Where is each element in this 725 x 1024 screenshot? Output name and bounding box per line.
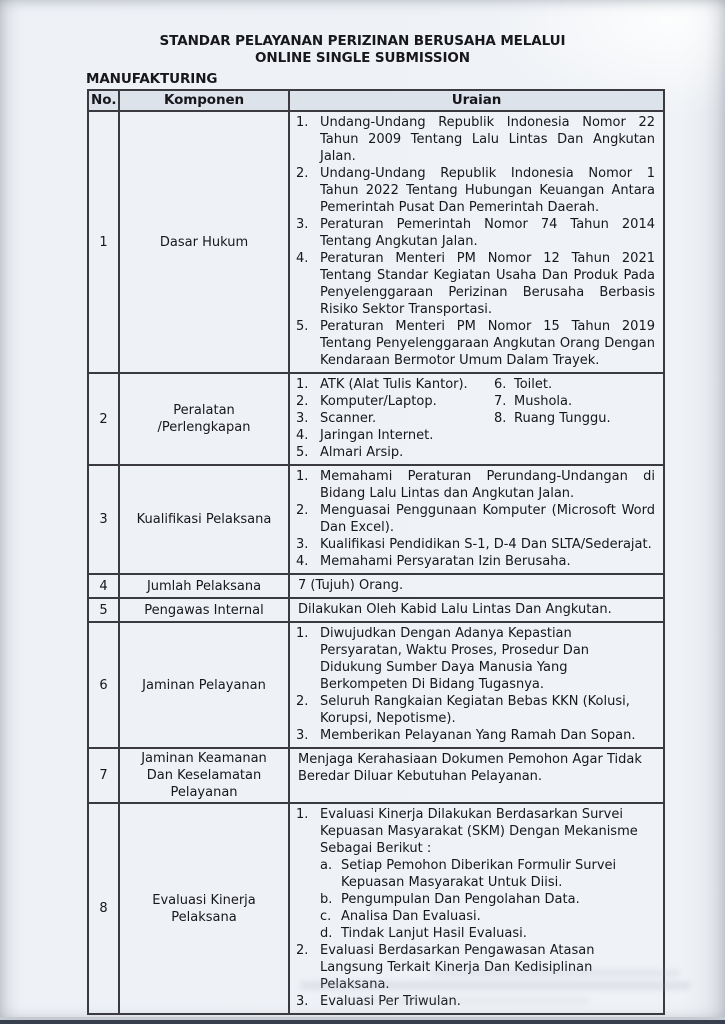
- list-item: [296, 536, 655, 553]
- item-marker: 1.: [296, 807, 309, 822]
- komponen-cell: Kualifikasi Pelaksana: [119, 465, 289, 574]
- item-marker: 8.: [494, 411, 507, 426]
- list-item: [494, 393, 655, 410]
- list-item: [296, 410, 494, 427]
- bleed-through-smudge: [300, 981, 690, 990]
- item-marker: 2.: [296, 166, 309, 181]
- komponen-cell: Jumlah Pelaksana: [119, 574, 289, 598]
- item-text: ATK (Alat Tulis Kantor).: [320, 377, 468, 392]
- list-item: [296, 727, 655, 744]
- column-header-uraian: Uraian: [289, 90, 664, 111]
- komponen-cell: Pengawas Internal: [119, 598, 289, 622]
- list-item: [296, 165, 655, 216]
- item-marker: a.: [320, 858, 333, 873]
- item-marker: 1.: [296, 115, 309, 130]
- document-title-line2: ONLINE SINGLE SUBMISSION: [255, 49, 470, 66]
- item-marker: 7.: [494, 394, 507, 409]
- bleed-through-smudge: [430, 969, 680, 977]
- item-text: Peraturan Pemerintah Nomor 74 Tahun 2014 Tentang Angkutan Jalan.: [320, 217, 655, 249]
- uraian-text: Menjaga Kerahasiaan Dokumen Pemohon Agar Tidak Beredar Diluar Kebutuhan Pelayanan.: [298, 752, 642, 784]
- item-marker: 4.: [296, 251, 309, 266]
- item-text: Ruang Tunggu.: [514, 411, 611, 426]
- item-text: Undang-Undang Republik Indonesia Nomor 1 Tahun 2022 Tentang Hubungan Keuangan Antara Pemerintah Pusat Dan Pemerintah Daerah.: [320, 166, 655, 215]
- komponen-cell: Dasar Hukum: [119, 111, 289, 373]
- item-text: Scanner.: [320, 411, 377, 426]
- item-marker: 2.: [296, 394, 309, 409]
- row-number-cell: 3: [88, 465, 119, 574]
- scan-edge-strip: [0, 1020, 725, 1024]
- uraian-cell: [289, 748, 664, 803]
- item-marker: 3.: [296, 728, 309, 743]
- list-item: [320, 857, 655, 891]
- item-marker: 3.: [296, 217, 309, 232]
- item-text: Memahami Persyaratan Izin Berusaha.: [320, 554, 571, 569]
- item-text: Evaluasi Kinerja Dilakukan Berdasarkan Survei Kepuasan Masyarakat (SKM) Dengan Mekanisme Sebagai Berikut :: [320, 807, 638, 856]
- item-marker: 2.: [296, 943, 309, 958]
- table-row-jumlah-pelaksana: [88, 574, 664, 598]
- list-item: [320, 891, 655, 908]
- table-row-jaminan-pelayanan: [88, 622, 664, 748]
- list-item: [296, 427, 494, 444]
- list-item: [296, 318, 655, 369]
- item-text: Pengumpulan Dan Pengolahan Data.: [341, 892, 580, 907]
- table-row-peralatan: [88, 373, 664, 465]
- list-item: [296, 393, 494, 410]
- item-marker: c.: [320, 909, 332, 924]
- item-text: Jaringan Internet.: [320, 428, 434, 443]
- komponen-cell: Evaluasi Kinerja Pelaksana: [119, 803, 289, 1014]
- uraian-cell: [289, 111, 664, 373]
- uraian-cell: [289, 574, 664, 598]
- equipment-right-column: [494, 376, 655, 461]
- equipment-left-column: [296, 376, 494, 461]
- komponen-cell: Jaminan Keamanan Dan Keselamatan Pelayanan: [119, 748, 289, 803]
- item-marker: 4.: [296, 554, 309, 569]
- item-text: Memberikan Pelayanan Yang Ramah Dan Sopan.: [320, 728, 636, 743]
- list-item: [296, 693, 655, 727]
- document-title: [0, 0, 725, 66]
- bleed-through-smudge: [340, 997, 590, 1004]
- equipment-columns: [296, 376, 655, 461]
- uraian-cell: [289, 465, 664, 574]
- item-marker: 2.: [296, 503, 309, 518]
- document-title-line1: STANDAR PELAYANAN PERIZINAN BERUSAHA MELALUI: [159, 33, 566, 49]
- uraian-cell: [289, 373, 664, 465]
- table-row-kualifikasi: [88, 465, 664, 574]
- list-item: [296, 625, 655, 693]
- item-text: Peraturan Menteri PM Nomor 15 Tahun 2019 Tentang Penyelenggaraan Angkutan Orang Dengan Kendaraan Bermotor Umum Dalam Trayek.: [320, 319, 655, 368]
- item-text: Memahami Peraturan Perundang-Undangan di Bidang Lalu Lintas dan Angkutan Jalan.: [320, 469, 655, 501]
- item-text: Tindak Lanjut Hasil Evaluasi.: [341, 926, 527, 941]
- item-text: Peraturan Menteri PM Nomor 12 Tahun 2021 Tentang Standar Kegiatan Usaha Dan Produk Pada Penyelenggaraan Perizinan Berusaha Berbasis Risiko Sektor Transportasi.: [320, 251, 655, 317]
- uraian-text: 7 (Tujuh) Orang.: [298, 578, 404, 593]
- list-item: [320, 908, 655, 925]
- item-marker: 4.: [296, 428, 309, 443]
- item-text: Toilet.: [514, 377, 553, 392]
- row-number-cell: 4: [88, 574, 119, 598]
- list-item: [296, 444, 494, 461]
- item-marker: 1.: [296, 626, 309, 641]
- table-header-row: [88, 90, 664, 111]
- item-text: Undang-Undang Republik Indonesia Nomor 22 Tahun 2009 Tentang Lalu Lintas Dan Angkutan Jalan.: [320, 115, 655, 164]
- item-text: Evaluasi Berdasarkan Pengawasan Atasan Langsung Terkait Kinerja Dan Kedisiplinan Pelaksana.: [320, 943, 595, 992]
- item-marker: 1.: [296, 469, 309, 484]
- komponen-cell: Peralatan /Perlengkapan: [119, 373, 289, 465]
- komponen-cell: Jaminan Pelayanan: [119, 622, 289, 748]
- item-text: Evaluasi Per Triwulan.: [320, 994, 461, 1009]
- row-number-cell: 5: [88, 598, 119, 622]
- item-marker: 5.: [296, 445, 309, 460]
- row-number-cell: 7: [88, 748, 119, 803]
- item-text: Menguasai Penggunaan Komputer (Microsoft Word Dan Excel).: [320, 503, 655, 535]
- item-marker: 5.: [296, 319, 309, 334]
- item-marker: 6.: [494, 377, 507, 392]
- section-label: MANUFAKTURING: [86, 71, 218, 87]
- table-row-dasar-hukum: [88, 111, 664, 373]
- item-marker: 1.: [296, 377, 309, 392]
- list-item: [296, 468, 655, 502]
- list-item: [296, 502, 655, 536]
- item-marker: b.: [320, 892, 333, 907]
- list-item: [494, 410, 655, 427]
- item-text: Setiap Pemohon Diberikan Formulir Survei Kepuasan Masyarakat Untuk Diisi.: [341, 858, 617, 890]
- column-header-no: No.: [88, 90, 119, 111]
- uraian-text: Dilakukan Oleh Kabid Lalu Lintas Dan Angkutan.: [298, 602, 612, 617]
- list-item: [320, 925, 655, 942]
- row-number-cell: 2: [88, 373, 119, 465]
- item-marker: 2.: [296, 694, 309, 709]
- list-item: [296, 216, 655, 250]
- item-text: Analisa Dan Evaluasi.: [341, 909, 481, 924]
- list-item: [296, 553, 655, 570]
- item-marker: 3.: [296, 537, 309, 552]
- item-marker: 3.: [296, 411, 309, 426]
- item-text: Mushola.: [514, 394, 573, 409]
- row-number-cell: 8: [88, 803, 119, 1014]
- item-text: Komputer/Laptop.: [320, 394, 437, 409]
- uraian-cell: [289, 598, 664, 622]
- uraian-cell: [289, 622, 664, 748]
- list-item: [296, 806, 655, 857]
- table-row-jaminan-keamanan: [88, 748, 664, 803]
- item-marker: 3.: [296, 994, 309, 1009]
- item-text: Diwujudkan Dengan Adanya Kepastian Persyaratan, Waktu Proses, Prosedur Dan Didukung Sumber Daya Manusia Yang Berkompeten Di Bidang Tugasnya.: [320, 626, 590, 692]
- list-item: [296, 376, 494, 393]
- table-row-pengawas-internal: [88, 598, 664, 622]
- sub-list: [320, 857, 655, 942]
- list-item: [494, 376, 655, 393]
- item-text: Seluruh Rangkaian Kegiatan Bebas KKN (Kolusi, Korupsi, Nepotisme).: [320, 694, 630, 726]
- list-item: [296, 250, 655, 318]
- row-number-cell: 6: [88, 622, 119, 748]
- item-marker: d.: [320, 926, 333, 941]
- list-item: [296, 114, 655, 165]
- item-text: Kualifikasi Pendidikan S-1, D-4 Dan SLTA/Sederajat.: [320, 537, 652, 552]
- column-header-komponen: Komponen: [119, 90, 289, 111]
- service-standard-table: [87, 89, 665, 1015]
- item-text: Almari Arsip.: [320, 445, 404, 460]
- row-number-cell: 1: [88, 111, 119, 373]
